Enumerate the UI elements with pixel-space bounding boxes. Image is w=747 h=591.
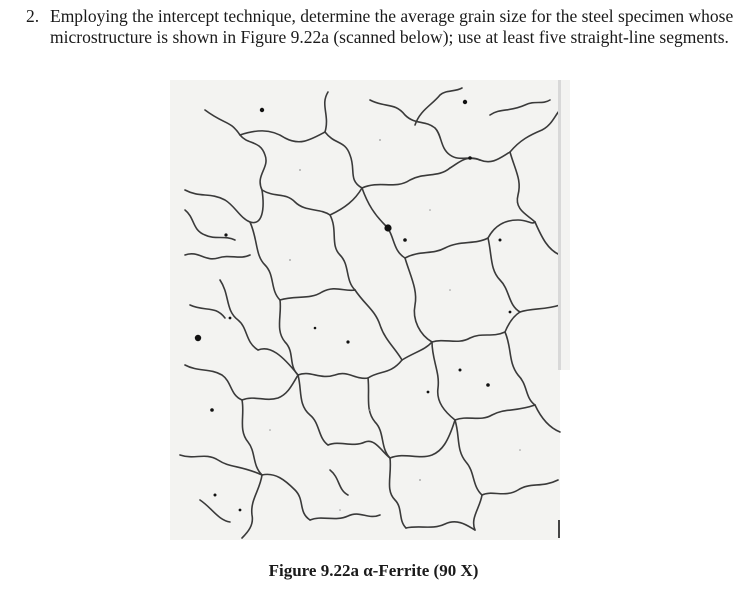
- scan-margin: [560, 370, 570, 540]
- figure-caption: Figure 9.22a α-Ferrite (90 X): [268, 561, 479, 580]
- question-text: Employing the intercept technique, determine the average grain size for the steel specimen whose microstructure is shown in Figure 9.22a (scanned below); use at least five straight-line segments.: [50, 6, 734, 47]
- question-number: 2.: [26, 6, 40, 26]
- scan-edge-shadow: [558, 80, 561, 370]
- micrograph-image: [170, 80, 570, 540]
- ferrite-micrograph-svg: [170, 80, 570, 540]
- question-block: [26, 6, 738, 48]
